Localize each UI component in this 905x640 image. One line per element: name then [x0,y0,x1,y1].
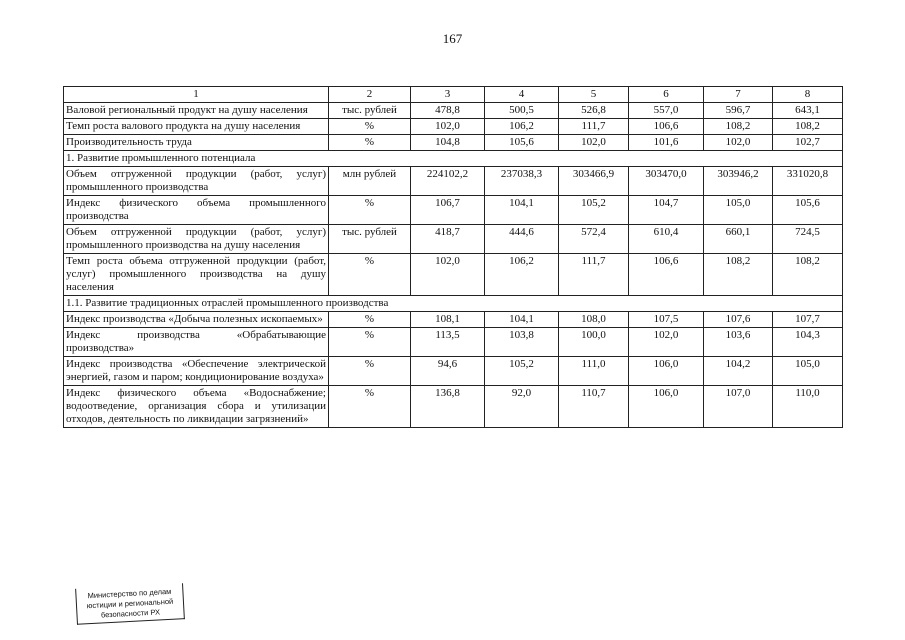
indicator-name: Объем отгруженной продукции (работ, услуг) промышленного производства на душу населения [64,225,329,254]
value-cell: 557,0 [629,103,704,119]
unit-cell: % [329,119,411,135]
value-cell: 111,0 [559,357,629,386]
value-cell: 106,6 [629,119,704,135]
stamp-line-2: юстиции и региональной [86,596,174,611]
value-cell: 303470,0 [629,167,704,196]
value-cell: 106,2 [485,254,559,296]
ministry-stamp [75,583,185,625]
value-cell: 106,0 [629,386,704,428]
value-cell: 102,0 [704,135,773,151]
value-cell: 418,7 [411,225,485,254]
value-cell: 572,4 [559,225,629,254]
value-cell: 102,7 [773,135,843,151]
column-header: 2 [329,87,411,103]
column-header: 8 [773,87,843,103]
table-row [64,196,843,225]
value-cell: 303946,2 [704,167,773,196]
unit-cell: тыс. рублей [329,225,411,254]
value-cell: 113,5 [411,328,485,357]
value-cell: 104,7 [629,196,704,225]
unit-cell: % [329,386,411,428]
value-cell: 108,2 [773,254,843,296]
table-row [64,167,843,196]
value-cell: 102,0 [411,119,485,135]
page-number: 167 [442,31,463,46]
value-cell: 107,0 [704,386,773,428]
unit-cell: % [329,312,411,328]
value-cell: 596,7 [704,103,773,119]
value-cell: 103,6 [704,328,773,357]
value-cell: 105,2 [485,357,559,386]
column-header: 5 [559,87,629,103]
value-cell: 107,7 [773,312,843,328]
table-row [64,119,843,135]
value-cell: 724,5 [773,225,843,254]
stamp-line-3: безопасности РХ [100,607,161,620]
column-header: 6 [629,87,704,103]
value-cell: 106,0 [629,357,704,386]
value-cell: 104,3 [773,328,843,357]
unit-cell: % [329,135,411,151]
value-cell: 102,0 [559,135,629,151]
value-cell: 444,6 [485,225,559,254]
indicator-name: Темп роста валового продукта на душу населения [64,119,329,135]
table-row [64,254,843,296]
column-header: 3 [411,87,485,103]
indicators-table [63,86,843,428]
indicator-name: Индекс физического объема промышленного производства [64,196,329,225]
unit-cell: % [329,196,411,225]
value-cell: 111,7 [559,254,629,296]
section-title: 1. Развитие промышленного потенциала [64,151,843,167]
value-cell: 500,5 [485,103,559,119]
unit-cell: тыс. рублей [329,103,411,119]
value-cell: 643,1 [773,103,843,119]
column-header: 1 [64,87,329,103]
value-cell: 105,2 [559,196,629,225]
value-cell: 105,6 [773,196,843,225]
value-cell: 478,8 [411,103,485,119]
value-cell: 92,0 [485,386,559,428]
value-cell: 102,0 [629,328,704,357]
value-cell: 108,2 [704,119,773,135]
value-cell: 526,8 [559,103,629,119]
value-cell: 104,1 [485,312,559,328]
value-cell: 102,0 [411,254,485,296]
section-row [64,296,843,312]
value-cell: 101,6 [629,135,704,151]
value-cell: 331020,8 [773,167,843,196]
table-row [64,357,843,386]
table-row [64,386,843,428]
value-cell: 108,2 [704,254,773,296]
value-cell: 105,6 [485,135,559,151]
value-cell: 106,6 [629,254,704,296]
header-row [64,87,843,103]
table-row [64,312,843,328]
table-row [64,103,843,119]
unit-cell: % [329,357,411,386]
value-cell: 100,0 [559,328,629,357]
indicator-name: Валовой региональный продукт на душу населения [64,103,329,119]
value-cell: 105,0 [773,357,843,386]
value-cell: 108,0 [559,312,629,328]
value-cell: 110,0 [773,386,843,428]
value-cell: 136,8 [411,386,485,428]
column-header: 7 [704,87,773,103]
section-row [64,151,843,167]
indicator-name: Темп роста объема отгруженной продукции (работ, услуг) промышленного производства на душу населения [64,254,329,296]
indicator-name: Объем отгруженной продукции (работ, услуг) промышленного производства [64,167,329,196]
value-cell: 104,2 [704,357,773,386]
value-cell: 237038,3 [485,167,559,196]
value-cell: 108,2 [773,119,843,135]
column-header: 4 [485,87,559,103]
unit-cell: % [329,254,411,296]
value-cell: 106,2 [485,119,559,135]
unit-cell: % [329,328,411,357]
value-cell: 110,7 [559,386,629,428]
value-cell: 224102,2 [411,167,485,196]
table-row [64,328,843,357]
value-cell: 303466,9 [559,167,629,196]
value-cell: 111,7 [559,119,629,135]
value-cell: 107,5 [629,312,704,328]
value-cell: 105,0 [704,196,773,225]
value-cell: 107,6 [704,312,773,328]
table-row [64,225,843,254]
section-title: 1.1. Развитие традиционных отраслей промышленного производства [64,296,843,312]
value-cell: 106,7 [411,196,485,225]
value-cell: 104,1 [485,196,559,225]
value-cell: 610,4 [629,225,704,254]
value-cell: 660,1 [704,225,773,254]
indicator-name: Индекс физического объема «Водоснабжение; водоотведение, организация сбора и утилизации отходов, деятельность по ликвидации загрязнений» [64,386,329,428]
value-cell: 94,6 [411,357,485,386]
value-cell: 103,8 [485,328,559,357]
stamp-line-1: Министерство по делам [87,586,172,601]
value-cell: 104,8 [411,135,485,151]
indicator-name: Индекс производства «Обеспечение электрической энергией, газом и паром; кондиционирование воздуха» [64,357,329,386]
unit-cell: млн рублей [329,167,411,196]
indicator-name: Индекс производства «Добыча полезных ископаемых» [64,312,329,328]
indicator-name: Индекс производства «Обрабатывающие производства» [64,328,329,357]
value-cell: 108,1 [411,312,485,328]
table-row [64,135,843,151]
indicator-name: Производительность труда [64,135,329,151]
